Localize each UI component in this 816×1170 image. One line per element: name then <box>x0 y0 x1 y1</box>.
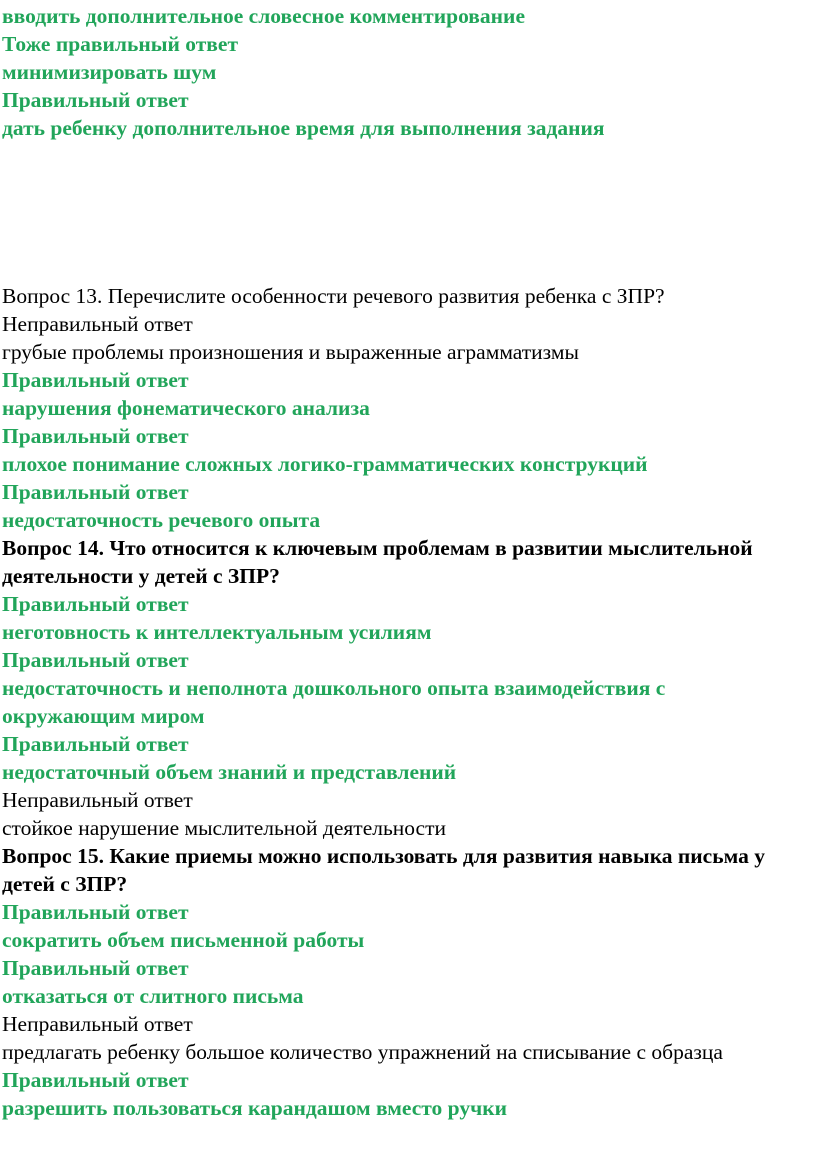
previous-question-answers <box>2 2 816 142</box>
answer-status: Неправильный ответ <box>2 1012 193 1036</box>
answer-status: Тоже правильный ответ <box>2 32 239 56</box>
answer-status: Правильный ответ <box>2 648 189 672</box>
question-title: Вопрос 14. Что относится к ключевым проблемам в развитии мыслительной деятельности у детей с ЗПР? <box>2 536 753 588</box>
answer-text: плохое понимание сложных логико-грамматических конструкций <box>2 452 648 476</box>
answer-text: недостаточный объем знаний и представлений <box>2 760 457 784</box>
answer-text: нарушения фонематического анализа <box>2 396 370 420</box>
answer-text: отказаться от слитного письма <box>2 984 304 1008</box>
answer-text: предлагать ребенку большое количество упражнений на списывание с образца <box>2 1040 723 1064</box>
answer-text: грубые проблемы произношения и выраженные аграмматизмы <box>2 340 579 364</box>
answer-status: Неправильный ответ <box>2 788 193 812</box>
answer-text: стойкое нарушение мыслительной деятельности <box>2 816 447 840</box>
answer-text: разрешить пользоваться карандашом вместо ручки <box>2 1096 507 1120</box>
answer-status: Правильный ответ <box>2 592 189 616</box>
answer-status: Правильный ответ <box>2 956 189 980</box>
answer-text: сократить объем письменной работы <box>2 928 365 952</box>
answer-status: Правильный ответ <box>2 368 189 392</box>
answer-text: дать ребенку дополнительное время для выполнения задания <box>2 116 605 140</box>
answer-text: недостаточность и неполнота дошкольного опыта взаимодействия с окружающим миром <box>2 676 666 728</box>
answer-text: минимизировать шум <box>2 60 217 84</box>
answer-status: Правильный ответ <box>2 424 189 448</box>
answer-status: Правильный ответ <box>2 480 189 504</box>
answer-text: неготовность к интеллектуальным усилиям <box>2 620 432 644</box>
answer-text: вводить дополнительное словесное комментирование <box>2 4 525 28</box>
question-title: Вопрос 15. Какие приемы можно использовать для развития навыка письма у детей с ЗПР? <box>2 844 765 896</box>
question-13 <box>2 282 816 534</box>
answer-status: Правильный ответ <box>2 88 189 112</box>
question-title: Вопрос 13. Перечислите особенности речевого развития ребенка с ЗПР? <box>2 284 665 308</box>
question-15 <box>2 842 816 1122</box>
question-14 <box>2 534 816 842</box>
answer-text: недостаточность речевого опыта <box>2 508 321 532</box>
answer-status: Неправильный ответ <box>2 312 193 336</box>
answer-status: Правильный ответ <box>2 1068 189 1092</box>
answer-status: Правильный ответ <box>2 732 189 756</box>
answer-status: Правильный ответ <box>2 900 189 924</box>
